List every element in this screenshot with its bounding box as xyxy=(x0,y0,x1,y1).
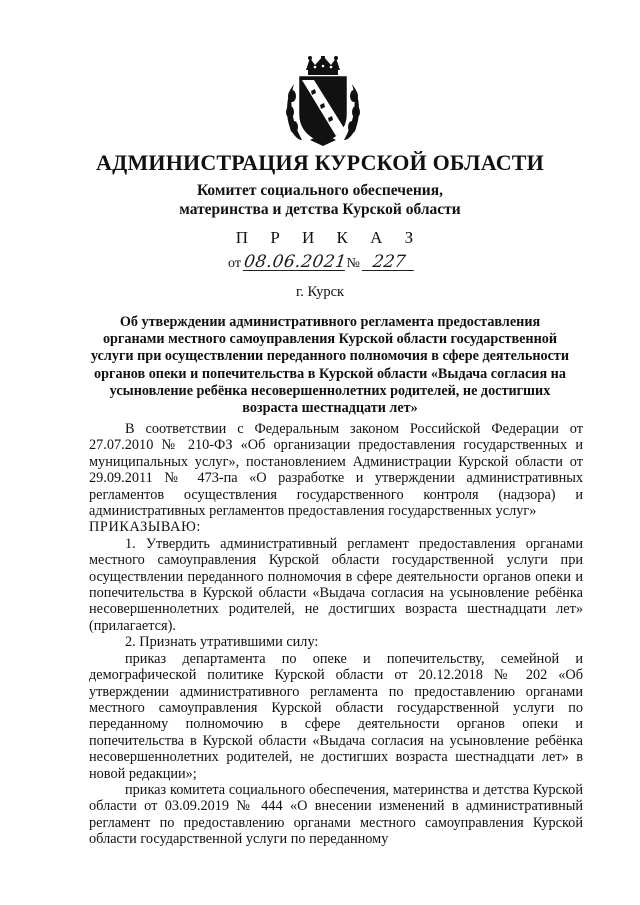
org-title: АДМИНИСТРАЦИЯ КУРСКОЙ ОБЛАСТИ xyxy=(96,150,544,175)
document-number: 227 xyxy=(362,254,416,271)
date-prefix: от xyxy=(228,256,241,271)
preamble-paragraph: В соответствии с Федеральным законом Российской Федерации от 27.07.2010 № 210-ФЗ «Об организации предоставления государственных и муниципальных услуг», постановлением Администрации Курской области от 29.09.2011 № 473-па «О разработке и утверждении административных регламентов осуществления государственного контроля (надзора) и административных регламентов предоставления государственных услуг» xyxy=(89,421,583,520)
document-type: П Р И К А З xyxy=(235,228,423,247)
item-2-paragraph: 2. Признать утратившими силу: xyxy=(125,634,319,651)
item-2a-paragraph: приказ департамента по опеке и попечительству, семейной и демографической политике Курской области от 20.12.2018 № 202 «Об утверждении административного регламента по предоставлению органами местного самоуправления Курской области государственной услуги по переданному полномочию в сфере деятельности органов опеки и попечительства в Курской области «Выдача согласия на усыновление ребёнка несовершеннолетних родителей, не достигших возраста шестнадцати лет» в новой редакции»; xyxy=(89,650,583,782)
document-date: 08.06.2021 xyxy=(243,252,349,272)
committee-line-2: материнства и детства Курской области xyxy=(179,201,461,218)
document-number-line xyxy=(228,254,415,272)
city: г. Курск xyxy=(295,284,345,300)
number-sign: № xyxy=(346,256,360,271)
order-word: ПРИКАЗЫВАЮ: xyxy=(89,519,201,536)
document-heading: Об утверждении административного регламента предоставления органами местного самоуправления Курской области государственной услуги при осуществлении переданного полномочия в сфере деятельности органов опеки и попечительства в Курской области «Выдача согласия на усыновление ребёнка несовершеннолетних родителей, не достигших возраста шестнадцати лет» xyxy=(90,314,570,417)
kursk-coat-of-arms-icon xyxy=(284,56,362,148)
item-1-paragraph: 1. Утвердить административный регламент предоставления органами местного самоуправления Курской области государственной услуги при осуществлении переданного полномочия в сфере деятельности органов опеки и попечительства в Курской области «Выдача согласия на усыновление ребёнка несовершеннолетних родителей, не достигших возраста шестнадцати лет» (прилагается). xyxy=(89,535,583,634)
document-body xyxy=(89,421,583,848)
committee-line-1: Комитет социального обеспечения, xyxy=(196,182,444,199)
committee-name xyxy=(0,181,640,219)
item-2b-paragraph: приказ комитета социального обеспечения, материнства и детства Курской области от 03.09.2019 № 444 «О внесении изменений в административный регламент по предоставлению органами местного самоуправления Курской области государственной услуги по переданному xyxy=(89,781,583,848)
